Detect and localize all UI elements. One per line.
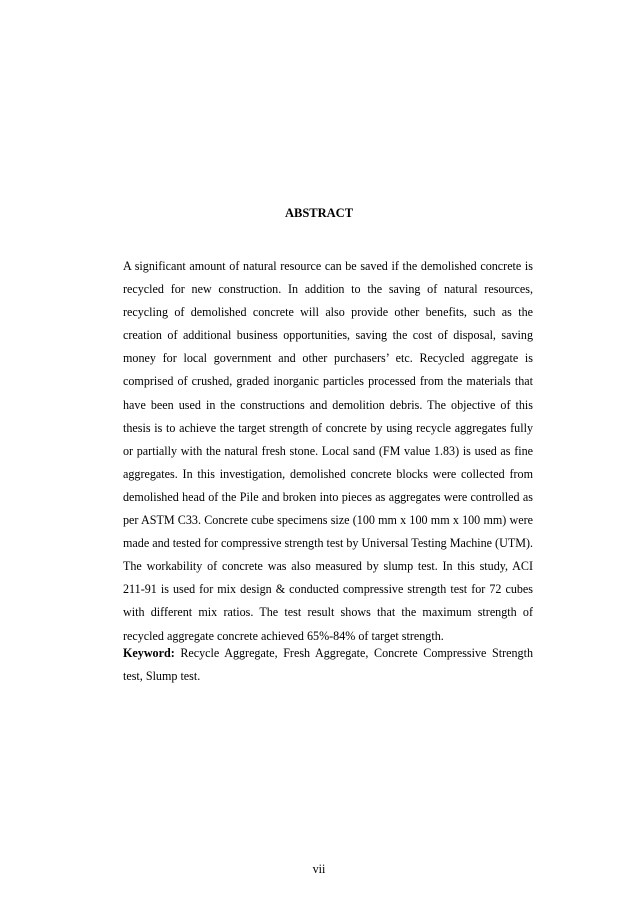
abstract-title: ABSTRACT [284,206,354,220]
keywords-paragraph [123,642,533,688]
page-number: vii [312,862,326,876]
keywords-label: Keyword: [123,646,175,660]
keywords-list: Recycle Aggregate, Fresh Aggregate, Concrete Compressive Strength test, Slump test. [123,646,533,684]
abstract-paragraph: A significant amount of natural resource can be saved if the demolished concrete is recycled for new construction. In addition to the saving of natural resources, recycling of demolished concrete will also provide other benefits, such as the creation of additional business opportunities, saving the cost of disposal, saving money for local government and other purchasers’ etc. Recycled aggregate is comprised of crushed, graded inorganic particles processed from the materials that have been used in the constructions and demolition debris. The objective of this thesis is to achieve the target strength of concrete by using recycle aggregates fully or partially with the natural fresh stone. Local sand (FM value 1.83) is used as fine aggregates. In this investigation, demolished concrete blocks were collected from demolished head of the Pile and broken into pieces as aggregates were controlled as per ASTM C33. Concrete cube specimens size (100 mm x 100 mm x 100 mm) were made and tested for compressive strength test by Universal Testing Machine (UTM). The workability of concrete was also measured by slump test. In this study, ACI 211-91 is used for mix design & conducted compressive strength test for 72 cubes with different mix ratios. The test result shows that the maximum strength of recycled aggregate concrete achieved 65%-84% of target strength. [123,259,534,643]
